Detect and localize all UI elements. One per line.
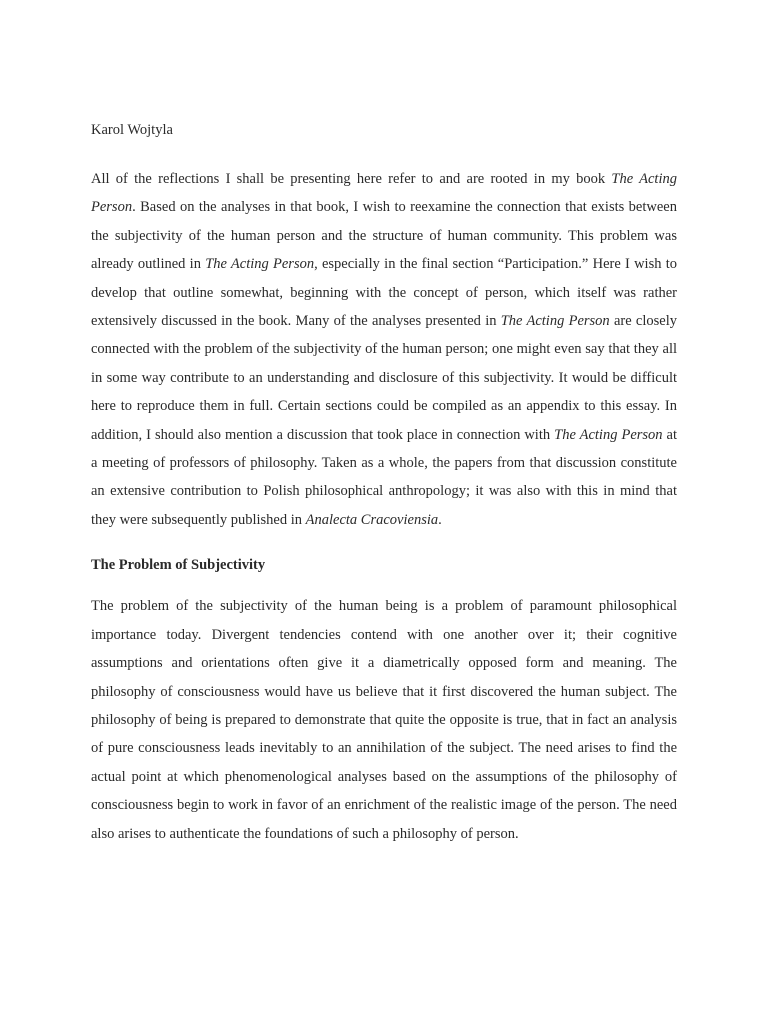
italic-title: Analecta Cracoviensia (305, 511, 439, 528)
author-name: Karol Wojtyla (91, 122, 173, 138)
paragraph-subjectivity (91, 592, 677, 848)
italic-title: The Acting Person (554, 426, 663, 443)
text-run: . (438, 511, 442, 528)
italic-title: The Acting Person (500, 313, 610, 330)
section-heading: The Problem of Subjectivity (91, 557, 266, 574)
text-run: at a meeting of professors of philosophy. Taken as a whole, the papers from that discussion constitute an extensive contribution to Polish philosophical anthropology; it was also with this in mind that they were subsequently published in (91, 426, 678, 528)
text-run: The problem of the subjectivity of the human being is a problem of paramount philosophical importance today. Divergent tendencies contend with one another over it; their cognitive assumptions and orientations often give it a diametrically opposed form and meaning. The philosophy of consciousness would have us believe that it first discovered the human subject. The philosophy of being is prepared to demonstrate that quite the opposite is true, that in fact an analysis of pure consciousness leads inevitably to an annihilation of the subject. The need arises to find the actual point at which phenomenological analyses based on the assumptions of the philosophy of consciousness begin to work in favor of an enrichment of the realistic image of the person. The need also arises to authenticate the foundations of such a philosophy of person. (91, 598, 677, 842)
text-run: are closely connected with the problem of the subjectivity of the human person; one might even say that they all in some way contribute to an understanding and disclosure of this subjectivity. It would be difficult here to reproduce them in full. Certain sections could be compiled as an appendix to this essay. In addition, I should also mention a discussion that took place in connection with (91, 313, 677, 443)
italic-title: The Acting Person (205, 256, 315, 273)
text-run: , especially in the final section “Participation.” Here I wish to develop that outline somewhat, beginning with the concept of person, which itself was rather extensively discussed in the book. Many of the analyses presented in (91, 256, 677, 330)
document-page (91, 119, 677, 848)
text-run: All of the reflections I shall be presenting here refer to and are rooted in my book (91, 171, 612, 187)
paragraph-intro (91, 165, 677, 534)
text-run: . Based on the analyses in that book, I wish to reexamine the connection that exists between the subjectivity of the human person and the structure of human community. This problem was already outlined in (91, 199, 677, 273)
italic-title: The Acting Person (91, 171, 677, 216)
